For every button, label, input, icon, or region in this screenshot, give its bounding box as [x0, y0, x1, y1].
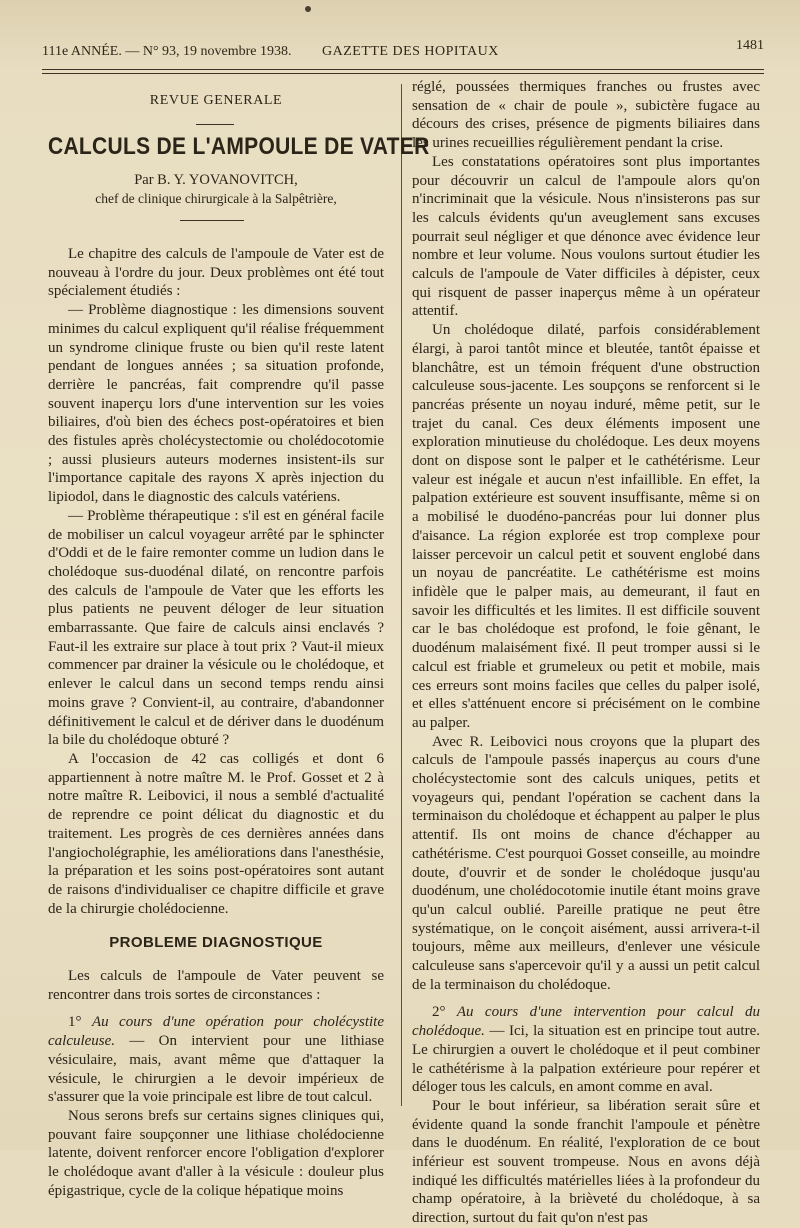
- header-rule: [42, 69, 764, 70]
- running-header: [42, 40, 764, 64]
- case-text: — On intervient pour une lithiase vésiculaire, mais, avant même que d'attaquer la vésicule, le chirurgien a le devoir impérieux de s'assurer que la voie principale est libre de tout calcul.: [48, 1033, 384, 1106]
- case-number: 1°: [68, 1014, 92, 1031]
- author-affiliation: chef de clinique chirurgicale à la Salpêtrière,: [95, 191, 337, 206]
- case-text: — Ici, la situation est en principe tout autre. Le chirurgien a ouvert le cholédoque et il peut combiner le cathétérisme à la palpation extérieure pour repérer et déloger tous les calculs, en amont comme en aval.: [412, 1023, 760, 1096]
- paragraph: Les constatations opératoires sont plus importantes pour découvrir un calcul de l'ampoule alors qu'on n'incriminait que la vésicule. Nous n'insisterons pas sur les calculs évidents qu'un aveuglement sans excuses pourrait seul négliger et que dénonce avec évidence leur nombre et leur volume. Nous voulons surtout étudier les calculs de l'ampoule de Vater difficiles à dépister, ceux qui risquent de passer inaperçus même à un opérateur attentif.: [412, 153, 760, 320]
- case-number: 2°: [432, 1004, 457, 1021]
- article-title: CALCULS DE L'AMPOULE DE VATER: [48, 133, 430, 160]
- column-divider: [401, 84, 402, 1106]
- paragraph: Un cholédoque dilaté, parfois considérablement élargi, à paroi tantôt mince et bleutée, tantôt épaisse et blanchâtre, est un témoin fréquent d'une obstruction calculeuse sous-jacente. Les soupçons se renforcent si le pancréas présente un noyau induré, même petit, sur le trajet du canal. Ces deux éléments imposent une exploration minutieuse du cholédoque. Les deux moyens dont on dispose sont le palper et le cathétérisme. Leur valeur est inégale et aucun n'est infaillible. En effet, la palpation extérieure est souvent insuffisante, même si on a mobilisé le duodéno-pancréas pour lui donner plus d'aisance. La région explorée est trop complexe pour laisser percevoir un calcul petit et souvent englobé dans un noyau de pancréatite. Le cathétérisme est moins infidèle que le palper mais, au demeurant, il faut en savoir les difficultés et les limites. Il est difficile souvent car le bas cholédoque est profond, le foie gênant, le duodénum malaisément fixé. Il peut tromper aussi si le calcul est friable et grumeleux ou petit et mobile, mais ces erreurs sont moins faciles que celles du palper isolé, et elles s'atténuent encore si précisément on le combine au palper.: [412, 322, 760, 731]
- paragraph-case-1: [48, 1013, 384, 1107]
- paragraph: Nous serons brefs sur certains signes cliniques qui, pouvant faire soupçonner une lithiase cholédocienne latente, doivent renforcer encore l'obligation d'explorer le cholédoque avant d'aller à la vésicule : douleur plus épigastrique, cycle de la colique hépatique moins: [48, 1107, 384, 1199]
- subheading: PROBLEME DIAGNOSTIQUE: [109, 934, 323, 952]
- paragraph: Le chapitre des calculs de l'ampoule de Vater est de nouveau à l'ordre du jour. Deux problèmes ont été tout spécialement étudiés :: [48, 246, 384, 300]
- section-label: REVUE GENERALE: [149, 93, 283, 108]
- right-column: [412, 78, 760, 1228]
- journal-name: GAZETTE DES HOPITAUX: [322, 44, 499, 59]
- paragraph: Avec R. Leibovici nous croyons que la plupart des calculs de l'ampoule passés inaperçus au cours d'une cholécystectomie sont des calculs uniques, petits et voyageurs qui, pendant l'opération se cachent dans la terminaison du cholédoque et échappent au palper le plus attentif. Ils ont moins de chance d'échapper au cathétérisme. C'est pourquoi Gosset conseille, au moindre doute, d'ouvrir et de sonder le cholédoque jusqu'au duodénum, une cholédocotomie inutile étant moins grave qu'un calcul oublié. Pareille pratique ne peut être systématique, on le conçoit aisément, aussi arrivera-t-il toujours, même aux meilleurs, d'enlever une vésicule calculeuse sans s'apercevoir qu'il y a aussi un petit calcul de la terminaison du cholédoque.: [412, 733, 760, 993]
- paragraph: — Problème diagnostique : les dimensions souvent minimes du calcul expliquent qu'il réalise fréquemment un syndrome clinique fruste ou bien qu'il reste latent pendant de longues années ; sa situation profonde, derrière le pancréas, fait comprendre qu'il passe souvent inaperçu lors d'une intervention sur les voies biliaires, d'où bien des échecs post-opératoires et bien des fistules après cholécystectomie ou cholédocotomie ; aussi plusieurs auteurs modernes insistent-ils sur l'importance capitale des rayons X après injection du lipiodol, dans le diagnostic des calculs vatériens.: [48, 302, 384, 506]
- case-title: Au cours d'une intervention pour calcul du cholédoque.: [412, 1004, 760, 1040]
- header-rule-thin: [42, 73, 764, 74]
- punch-hole-mark: [305, 6, 311, 12]
- page-number: 1481: [736, 38, 764, 53]
- paragraph: A l'occasion de 42 cas colligés et dont 6 appartiennent à notre maître M. le Prof. Gosset et 2 à notre maître R. Leibovici, il nous a semblé d'actualité de reprendre ce point délicat du diagnostic et du traitement. Les progrès de ces dernières années dans l'angiocholégraphie, les améliorations dans l'anesthésie, la préparation et les soins post-opératoires sont autant de raisons d'individualiser ce chapitre difficile et grave de la chirurgie cholédocienne.: [48, 750, 384, 917]
- section-rule: [196, 124, 234, 125]
- paragraph: — Problème thérapeutique : s'il est en général facile de mobiliser un calcul voyageur arrêté par le sphincter d'Oddi et de le faire remonter comme un ludion dans le cholédoque sus-duodénal dilaté, on rencontre parfois des calculs de l'ampoule de Vater que les efforts les plus patients ne peuvent déloger de leur situation embarrassante. Que faire de calculs ainsi enclavés ? Faut-il les extraire sur place à tout prix ? Vaut-il mieux commencer par drainer la vésicule ou le cholédoque, et enlever le calcul dans un second temps rendu ainsi moins grave ? Convient-il, au contraire, d'abandonner définitivement le calcul et de dériver dans le duodénum la bile du cholédoque obturé ?: [48, 507, 384, 749]
- paragraph: réglé, poussées thermiques franches ou frustes avec sensation de « chair de poule », subictère fugace au décours des crises, présence de pigments biliaires dans les urines recueillies régulièrement pendant la crise.: [412, 79, 760, 152]
- issue-line: 111e ANNÉE. — N° 93, 19 novembre 1938.: [42, 44, 292, 59]
- case-title: Au cours d'une opération pour cholécystite calculeuse.: [48, 1014, 385, 1050]
- byline: Par B. Y. YOVANOVITCH,: [134, 172, 298, 188]
- paragraph: Les calculs de l'ampoule de Vater peuvent se rencontrer dans trois sortes de circonstances :: [48, 968, 384, 1003]
- left-column: [48, 245, 384, 1200]
- title-rule: [180, 220, 244, 221]
- paragraph-case-2: [412, 1003, 760, 1097]
- paragraph: Pour le bout inférieur, sa libération serait sûre et évidente quand la sonde franchit l'ampoule et pénètre dans le duodénum. En réalité, l'exploration de ce bout inférieur est souvent trompeuse. Nous en avons déjà indiqué les difficultés matérielles liées à la profondeur du champ opératoire, à la brièveté du cholédoque, à sa direction, surtout du fait qu'on n'est pas: [412, 1097, 760, 1227]
